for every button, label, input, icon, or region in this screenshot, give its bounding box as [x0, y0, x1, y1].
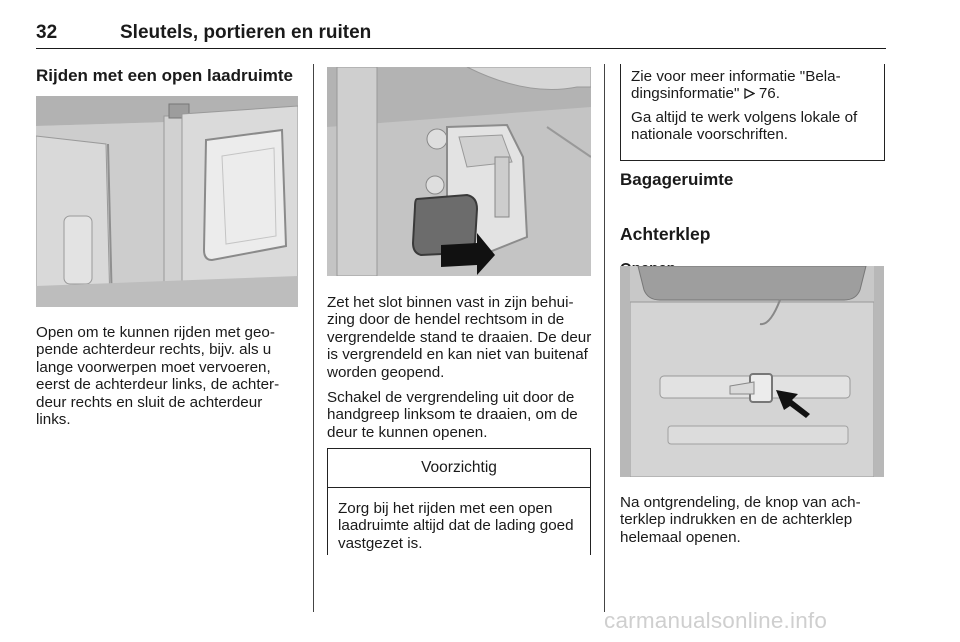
info-line-1-text: Zie voor meer informatie "Bela-dingsinformatie"	[631, 68, 841, 103]
info-line-1	[631, 68, 874, 103]
info-page-ref: 76.	[758, 85, 780, 103]
info-box	[620, 64, 885, 161]
col2-paragraph-1: Zet het slot binnen vast in zijn behui-zing door de hendel rechtsom in de vergrendelde stand te draaien. De deur is vergrendeld en kan niet van buitenaf worden geopend.	[327, 294, 592, 381]
caution-text: Zorg bij het rijden met een open laadruimte altijd dat de lading goed vastgezet is.	[338, 500, 574, 552]
watermark: carmanualsonline.info	[604, 608, 828, 633]
column-divider-2	[604, 64, 605, 612]
tailgate-release-button-illustration-icon	[620, 266, 884, 477]
open-rear-doors-figure	[36, 96, 298, 307]
col1-paragraph: Open om te kunnen rijden met geo-pende achterdeur rechts, bijv. als u lange voorwerpen moet vervoeren, eerst de achterdeur links, de achter-deur rechts en sluit de achterdeur links.	[36, 324, 280, 429]
section-heading-bagageruimte: Bagageruimte	[620, 170, 734, 189]
caution-title: Voorzichtig	[328, 449, 590, 488]
info-line-2: Ga altijd te werk volgens lokale of nationale voorschriften.	[631, 108, 858, 144]
open-rear-doors-illustration-icon	[36, 96, 298, 307]
chapter-title: Sleutels, portieren en ruiten	[120, 22, 372, 43]
subsection-heading-achterklep: Achterklep	[620, 223, 711, 244]
column-divider-1	[313, 64, 314, 612]
tailgate-release-figure	[620, 266, 884, 477]
section-heading-open-cargo: Rijden met een open laadruimte	[36, 66, 293, 85]
col3-paragraph: Na ontgrendeling, de knop van ach-terklep indrukken en de achterklep helemaal openen.	[620, 494, 861, 546]
col2-paragraph-2: Schakel de vergrendeling uit door de handgreep linksom te draaien, om de deur te kunnen openen.	[327, 389, 578, 441]
page-number: 32	[36, 22, 58, 43]
page-reference-arrow-icon	[744, 85, 759, 102]
header-divider	[36, 48, 886, 49]
door-lock-lever-illustration-icon	[327, 67, 591, 276]
caution-box	[327, 448, 591, 555]
door-lock-lever-figure	[327, 67, 591, 276]
